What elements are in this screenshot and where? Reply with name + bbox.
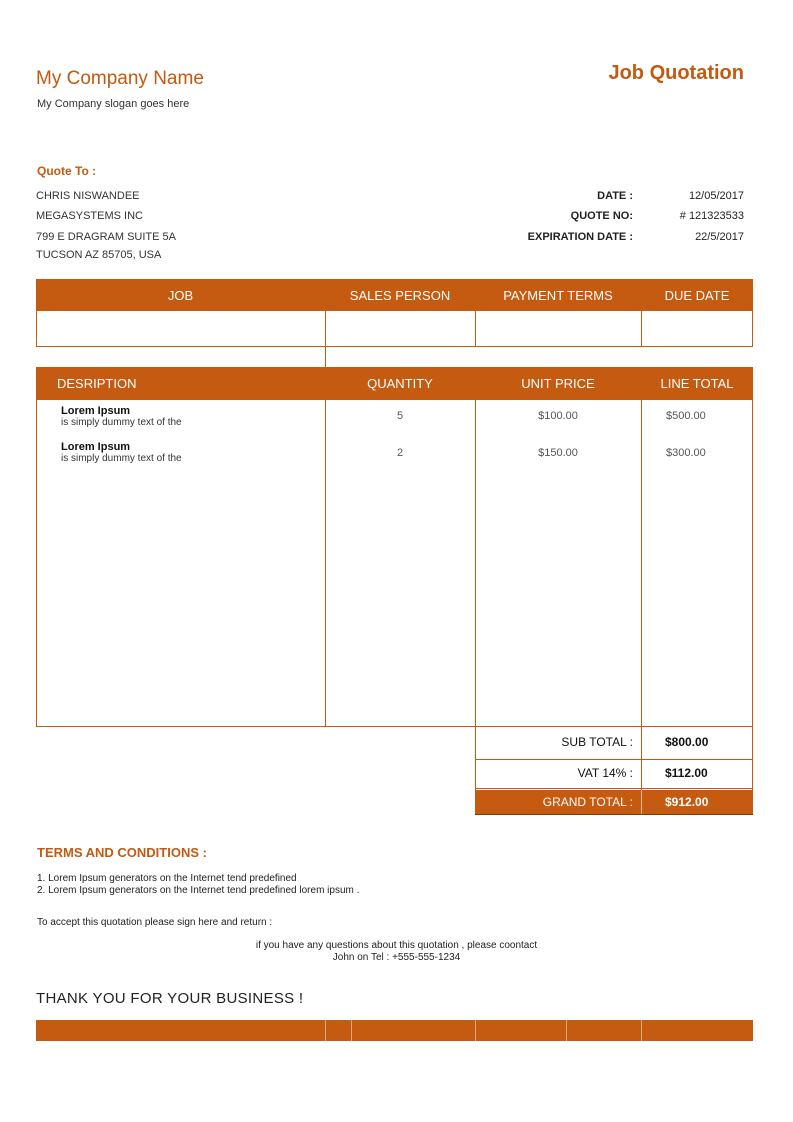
item-title: Lorem Ipsum bbox=[61, 441, 131, 453]
accept-note: To accept this quotation please sign here and return : bbox=[37, 917, 273, 928]
grand-total-value: $912.00 bbox=[665, 795, 709, 809]
col-job: JOB bbox=[167, 287, 194, 303]
col-quantity: QUANTITY bbox=[367, 376, 433, 391]
terms-line-2: 2. Lorem Ipsum generators on the Internet tend predefined lorem ipsum . bbox=[37, 885, 360, 896]
item-description: is simply dummy text of the bbox=[61, 417, 182, 428]
col-due-date: DUE DATE bbox=[664, 287, 730, 303]
expiration-label: EXPIRATION DATE : bbox=[527, 231, 633, 243]
item-title: Lorem Ipsum bbox=[61, 405, 131, 417]
thank-you-message: THANK YOU FOR YOUR BUSINESS ! bbox=[36, 990, 304, 1007]
terms-heading: TERMS AND CONDITIONS : bbox=[37, 845, 207, 860]
client-city: TUCSON AZ 85705, USA bbox=[36, 249, 162, 261]
col-unit-price: UNIT PRICE bbox=[521, 376, 595, 391]
date-label: DATE : bbox=[597, 190, 633, 202]
quote-no-label: QUOTE NO: bbox=[570, 210, 633, 222]
contact-note: if you have any questions about this quotation , please coontact bbox=[255, 940, 538, 951]
table-row bbox=[61, 405, 182, 428]
quote-to-heading: Quote To : bbox=[37, 164, 97, 178]
col-sales-person: SALES PERSON bbox=[349, 287, 451, 303]
company-name: My Company Name bbox=[36, 68, 204, 89]
footer-bar bbox=[36, 1020, 753, 1041]
totals-block bbox=[475, 726, 753, 814]
items-table bbox=[36, 367, 753, 727]
item-line-total: $300.00 bbox=[666, 447, 706, 459]
item-description: is simply dummy text of the bbox=[61, 453, 182, 464]
date-value: 12/05/2017 bbox=[688, 190, 744, 202]
col-description: DESRIPTION bbox=[57, 376, 137, 391]
job-table-header bbox=[36, 279, 753, 311]
job-table-row bbox=[36, 311, 753, 347]
vat-value: $112.00 bbox=[665, 766, 708, 780]
item-quantity: 5 bbox=[396, 410, 404, 422]
grand-total-label: GRAND TOTAL : bbox=[542, 795, 633, 809]
client-company: MEGASYSTEMS INC bbox=[36, 210, 143, 222]
vat-label: VAT 14% : bbox=[577, 766, 633, 780]
col-line-total: LINE TOTAL bbox=[660, 376, 734, 391]
terms-line-1: 1. Lorem Ipsum generators on the Internet tend predefined bbox=[37, 873, 297, 884]
subtotal-value: $800.00 bbox=[665, 735, 709, 749]
client-address: 799 E DRAGRAM SUITE 5A bbox=[36, 231, 176, 243]
item-unit-price: $100.00 bbox=[538, 410, 578, 422]
items-table-header bbox=[36, 367, 753, 400]
item-quantity: 2 bbox=[396, 447, 404, 459]
job-table bbox=[36, 279, 753, 347]
quote-no-value: # 121323533 bbox=[679, 210, 744, 222]
document-title: Job Quotation bbox=[608, 62, 744, 84]
contact-phone: John on Tel : +555-555-1234 bbox=[332, 952, 461, 963]
col-payment-terms: PAYMENT TERMS bbox=[503, 287, 613, 303]
company-slogan: My Company slogan goes here bbox=[37, 98, 190, 110]
client-name: CHRIS NISWANDEE bbox=[36, 190, 140, 202]
subtotal-label: SUB TOTAL : bbox=[561, 735, 633, 749]
expiration-value: 22/5/2017 bbox=[695, 231, 744, 243]
table-row bbox=[61, 441, 182, 464]
item-unit-price: $150.00 bbox=[538, 447, 578, 459]
grand-total-row bbox=[475, 790, 753, 815]
item-line-total: $500.00 bbox=[666, 410, 706, 422]
